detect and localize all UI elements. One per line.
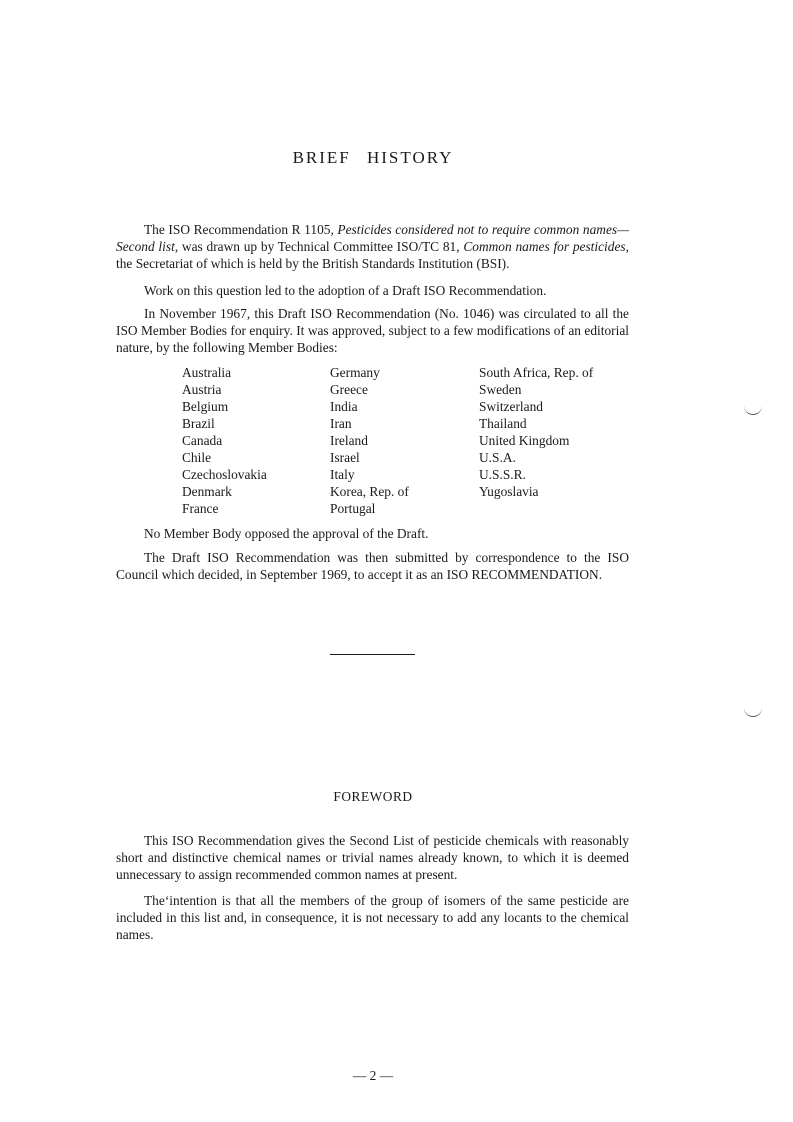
member-body: United Kingdom — [479, 433, 570, 448]
p2-text: Work on this question led to the adoption of a Draft ISO Recommendation. — [144, 283, 547, 298]
member-body: Germany — [330, 365, 380, 380]
p1-middle: , was drawn up by Technical Committee ISO/TC 81, — [174, 239, 464, 254]
member-body: Chile — [182, 450, 212, 465]
foreword-paragraph-2 — [116, 892, 629, 943]
member-body: Australia — [182, 365, 232, 380]
brief-history-paragraph-2 — [116, 282, 629, 299]
p5-text: The Draft ISO Recommendation was then submitted by correspondence to the ISO Council which decided, in September 1969, to accept it as an ISO RECOMMENDATION. — [116, 550, 629, 582]
brief-history-paragraph-1 — [116, 221, 629, 272]
brief-history-paragraph-4 — [116, 525, 629, 542]
member-body: Israel — [330, 450, 360, 465]
member-body: South Africa, Rep. of — [479, 365, 594, 380]
member-body: Switzerland — [479, 399, 543, 414]
member-body: Austria — [182, 382, 222, 397]
member-body: Italy — [330, 467, 355, 482]
brief-history-paragraph-5 — [116, 549, 629, 583]
foreword-title: FOREWORD — [333, 789, 413, 804]
p4-text: No Member Body opposed the approval of the Draft. — [144, 526, 429, 541]
member-bodies-column-2 — [330, 364, 409, 517]
member-body: Thailand — [479, 416, 527, 431]
member-body: Portugal — [330, 501, 376, 516]
member-body: Brazil — [182, 416, 215, 431]
member-body: U.S.S.R. — [479, 467, 526, 482]
foreword-paragraph-1 — [116, 832, 629, 883]
member-body: Canada — [182, 433, 223, 448]
member-body: Czechoslovakia — [182, 467, 267, 482]
p1-intro: The ISO Recommendation R 1105, — [144, 222, 338, 237]
member-body: Belgium — [182, 399, 229, 414]
member-body: Sweden — [479, 382, 522, 397]
p3-text: In November 1967, this Draft ISO Recommendation (No. 1046) was circulated to all the ISO Member Bodies for enquiry. It was approved, subject to a few modifications of an editorial nature, by the following Member Bodies: — [116, 306, 629, 355]
brief-history-paragraph-3 — [116, 305, 629, 356]
p1-italic-title: Pesticides considered not to require common names—Second list — [116, 222, 630, 254]
member-body: India — [330, 399, 358, 414]
member-body: Denmark — [182, 484, 232, 499]
member-body: Yugoslavia — [479, 484, 539, 499]
p1-end: , the Secretariat of which is held by the British Standards Institution (BSI). — [116, 239, 629, 271]
member-body: Korea, Rep. of — [330, 484, 409, 499]
scan-mark-icon — [744, 406, 762, 415]
p1-italic-committee: Common names for pesticides — [463, 239, 626, 254]
member-bodies-column-1 — [182, 364, 267, 517]
member-bodies-column-3 — [479, 364, 593, 500]
foreword-p2-text: The‘intention is that all the members of the group of isomers of the same pesticide are included in this list and, in consequence, it is not necessary to add any locants to the chemical names. — [116, 893, 629, 942]
member-body: Iran — [330, 416, 352, 431]
member-body: Ireland — [330, 433, 368, 448]
foreword-p1-text: This ISO Recommendation gives the Second List of pesticide chemicals with reasonably short and distinctive chemical names or trivial names already known, to which it is deemed unnecessary to assign recommended common names at present. — [116, 833, 629, 882]
member-body: Greece — [330, 382, 368, 397]
page-number: — 2 — — [352, 1068, 394, 1083]
scan-mark-icon — [744, 708, 762, 717]
member-body: France — [182, 501, 219, 516]
member-body: U.S.A. — [479, 450, 516, 465]
section-divider — [330, 654, 415, 655]
brief-history-title: BRIEF HISTORY — [292, 148, 454, 167]
